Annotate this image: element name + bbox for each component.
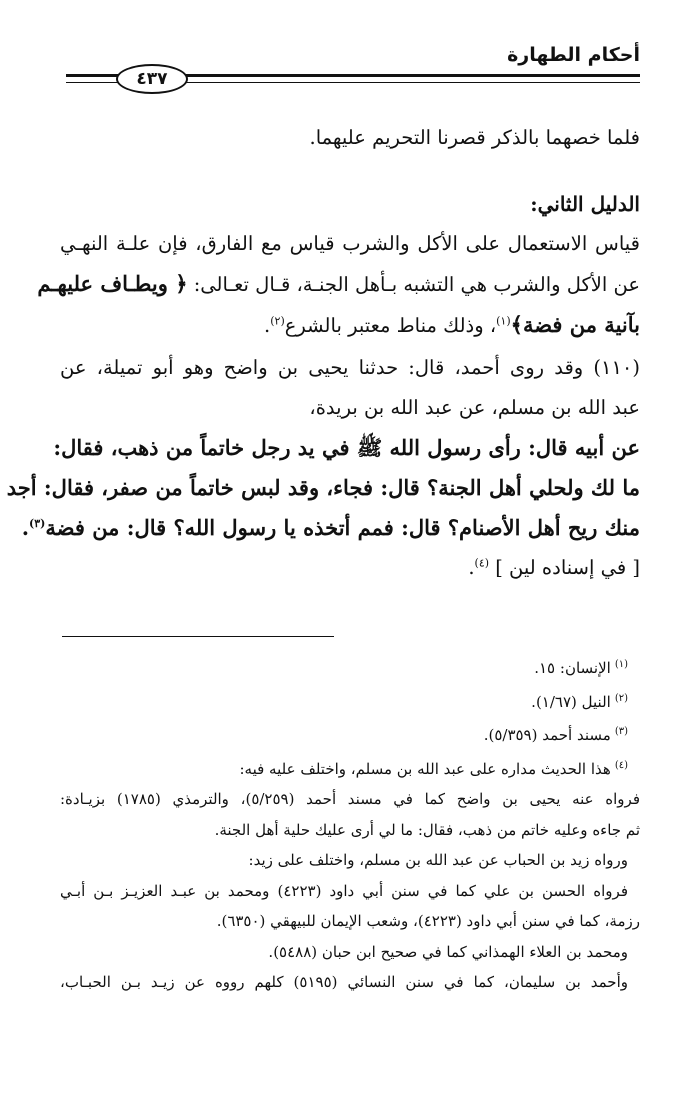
- footnote-text: مسند أحمد (٥/٣٥٩).: [483, 726, 611, 744]
- text-run: .: [21, 515, 30, 540]
- main-text: [6, 118, 640, 588]
- footnote-ref: (٢): [270, 314, 285, 328]
- footnote-ref: (١): [496, 314, 511, 328]
- footnotes: [60, 650, 640, 998]
- footnote-text: هذا الحديث مداره على عبد الله بن مسلم، واختلف عليه فيه:: [239, 759, 611, 778]
- text-run: .: [264, 314, 271, 337]
- footnote-separator: [62, 636, 334, 637]
- footnote-line: وأحمد بن سليمان، كما في سنن النسائي (٥١٩٥) كلهم رووه عن زيـد بـن الحبـاب،: [60, 973, 628, 991]
- footnote-text: الإنسان: ١٥.: [534, 659, 611, 677]
- text-run: منك ريح أهل الأصنام؟ قال: فمم أتخذه يا رسول الله؟ قال: من فضة: [45, 515, 640, 540]
- footnote: [60, 684, 640, 718]
- grading-line: [60, 548, 640, 588]
- text-line: قياس الاستعمال على الأكل والشرب قياس مع الفارق، فإن علـة النهـي: [60, 232, 640, 255]
- footnote-line: ورواه زيد بن الحباب عن عبد الله بن مسلم، واختلف على زيد:: [248, 851, 628, 869]
- hadith-line: ما لك ولحلي أهل الجنة؟ قال: فجاء، وقد لبس خاتماً من صفر، فقال: أجد: [6, 475, 640, 500]
- quran-quote: بآنية من فضة﴾: [510, 312, 640, 337]
- text-run: عن الأكل والشرب هي التشبه بـأهل الجنـة، قـال تعـالى:: [187, 273, 640, 296]
- text-line: [37, 264, 640, 305]
- text-line: [60, 305, 640, 346]
- footnote-line: فرواه عنه يحيى بن واضح كما في مسند أحمد (٥/٢٥٩)، والترمذي (١٧٨٥) بزيـادة:: [60, 790, 640, 808]
- footnote-number: (٣): [614, 726, 628, 737]
- running-title: أحكام الطهارة: [507, 44, 640, 66]
- quran-quote: ﴿ ويطـاف عليهـم: [37, 271, 188, 296]
- text-line: (١١٠) وقد روى أحمد، قال: حدثنا يحيى بن واضح وهو أبو تميلة، عن: [60, 356, 640, 379]
- text-run: .: [468, 556, 475, 579]
- section-heading: الدليل الثاني:: [530, 192, 640, 216]
- footnote-text: النيل (١/٦٧).: [531, 692, 611, 711]
- hadith-line: عن أبيه قال: رأى رسول الله ﷺ في يد رجل خاتماً من ذهب، فقال:: [53, 435, 640, 460]
- footnote-line: ومحمد بن العلاء الهمذاني كما في صحيح ابن حبان (٥٤٨٨).: [268, 942, 628, 961]
- footnote-number: (٢): [614, 692, 628, 704]
- footnote: [60, 650, 640, 684]
- footnote-line: ثم جاءه وعليه خاتم من ذهب، فقال: ما لي أرى عليك حلية أهل الجنة.: [214, 820, 640, 839]
- page-number: ٤٣٧: [116, 64, 188, 94]
- footnote-line: رزمة، كما في سنن أبي داود (٤٢٢٣)، وشعب الإيمان للبيهقي (٦٣٥٠).: [216, 912, 640, 930]
- text-line: عبد الله بن مسلم، عن عبد الله بن بريدة،: [309, 396, 640, 419]
- footnote: [60, 751, 640, 785]
- footnote-number: (١): [614, 659, 628, 670]
- footnote-ref: (٤): [474, 556, 490, 570]
- footnote-line: فرواه الحسن بن علي كما في سنن أبي داود (٤٢٢٣) ومحمد بن عبـد العزيـز بـن أبـي: [60, 881, 628, 900]
- footnote-number: (٤): [614, 759, 628, 771]
- text-line: فلما خصهما بالذكر قصرنا التحريم عليهما.: [309, 126, 640, 149]
- footnote: [60, 717, 640, 751]
- grading-text: [ في إسناده لين ]: [495, 556, 640, 579]
- hadith-line: [21, 508, 640, 548]
- text-run: ، وذلك مناط معتبر بالشرع: [284, 314, 497, 337]
- footnote-ref: (٣): [29, 517, 46, 530]
